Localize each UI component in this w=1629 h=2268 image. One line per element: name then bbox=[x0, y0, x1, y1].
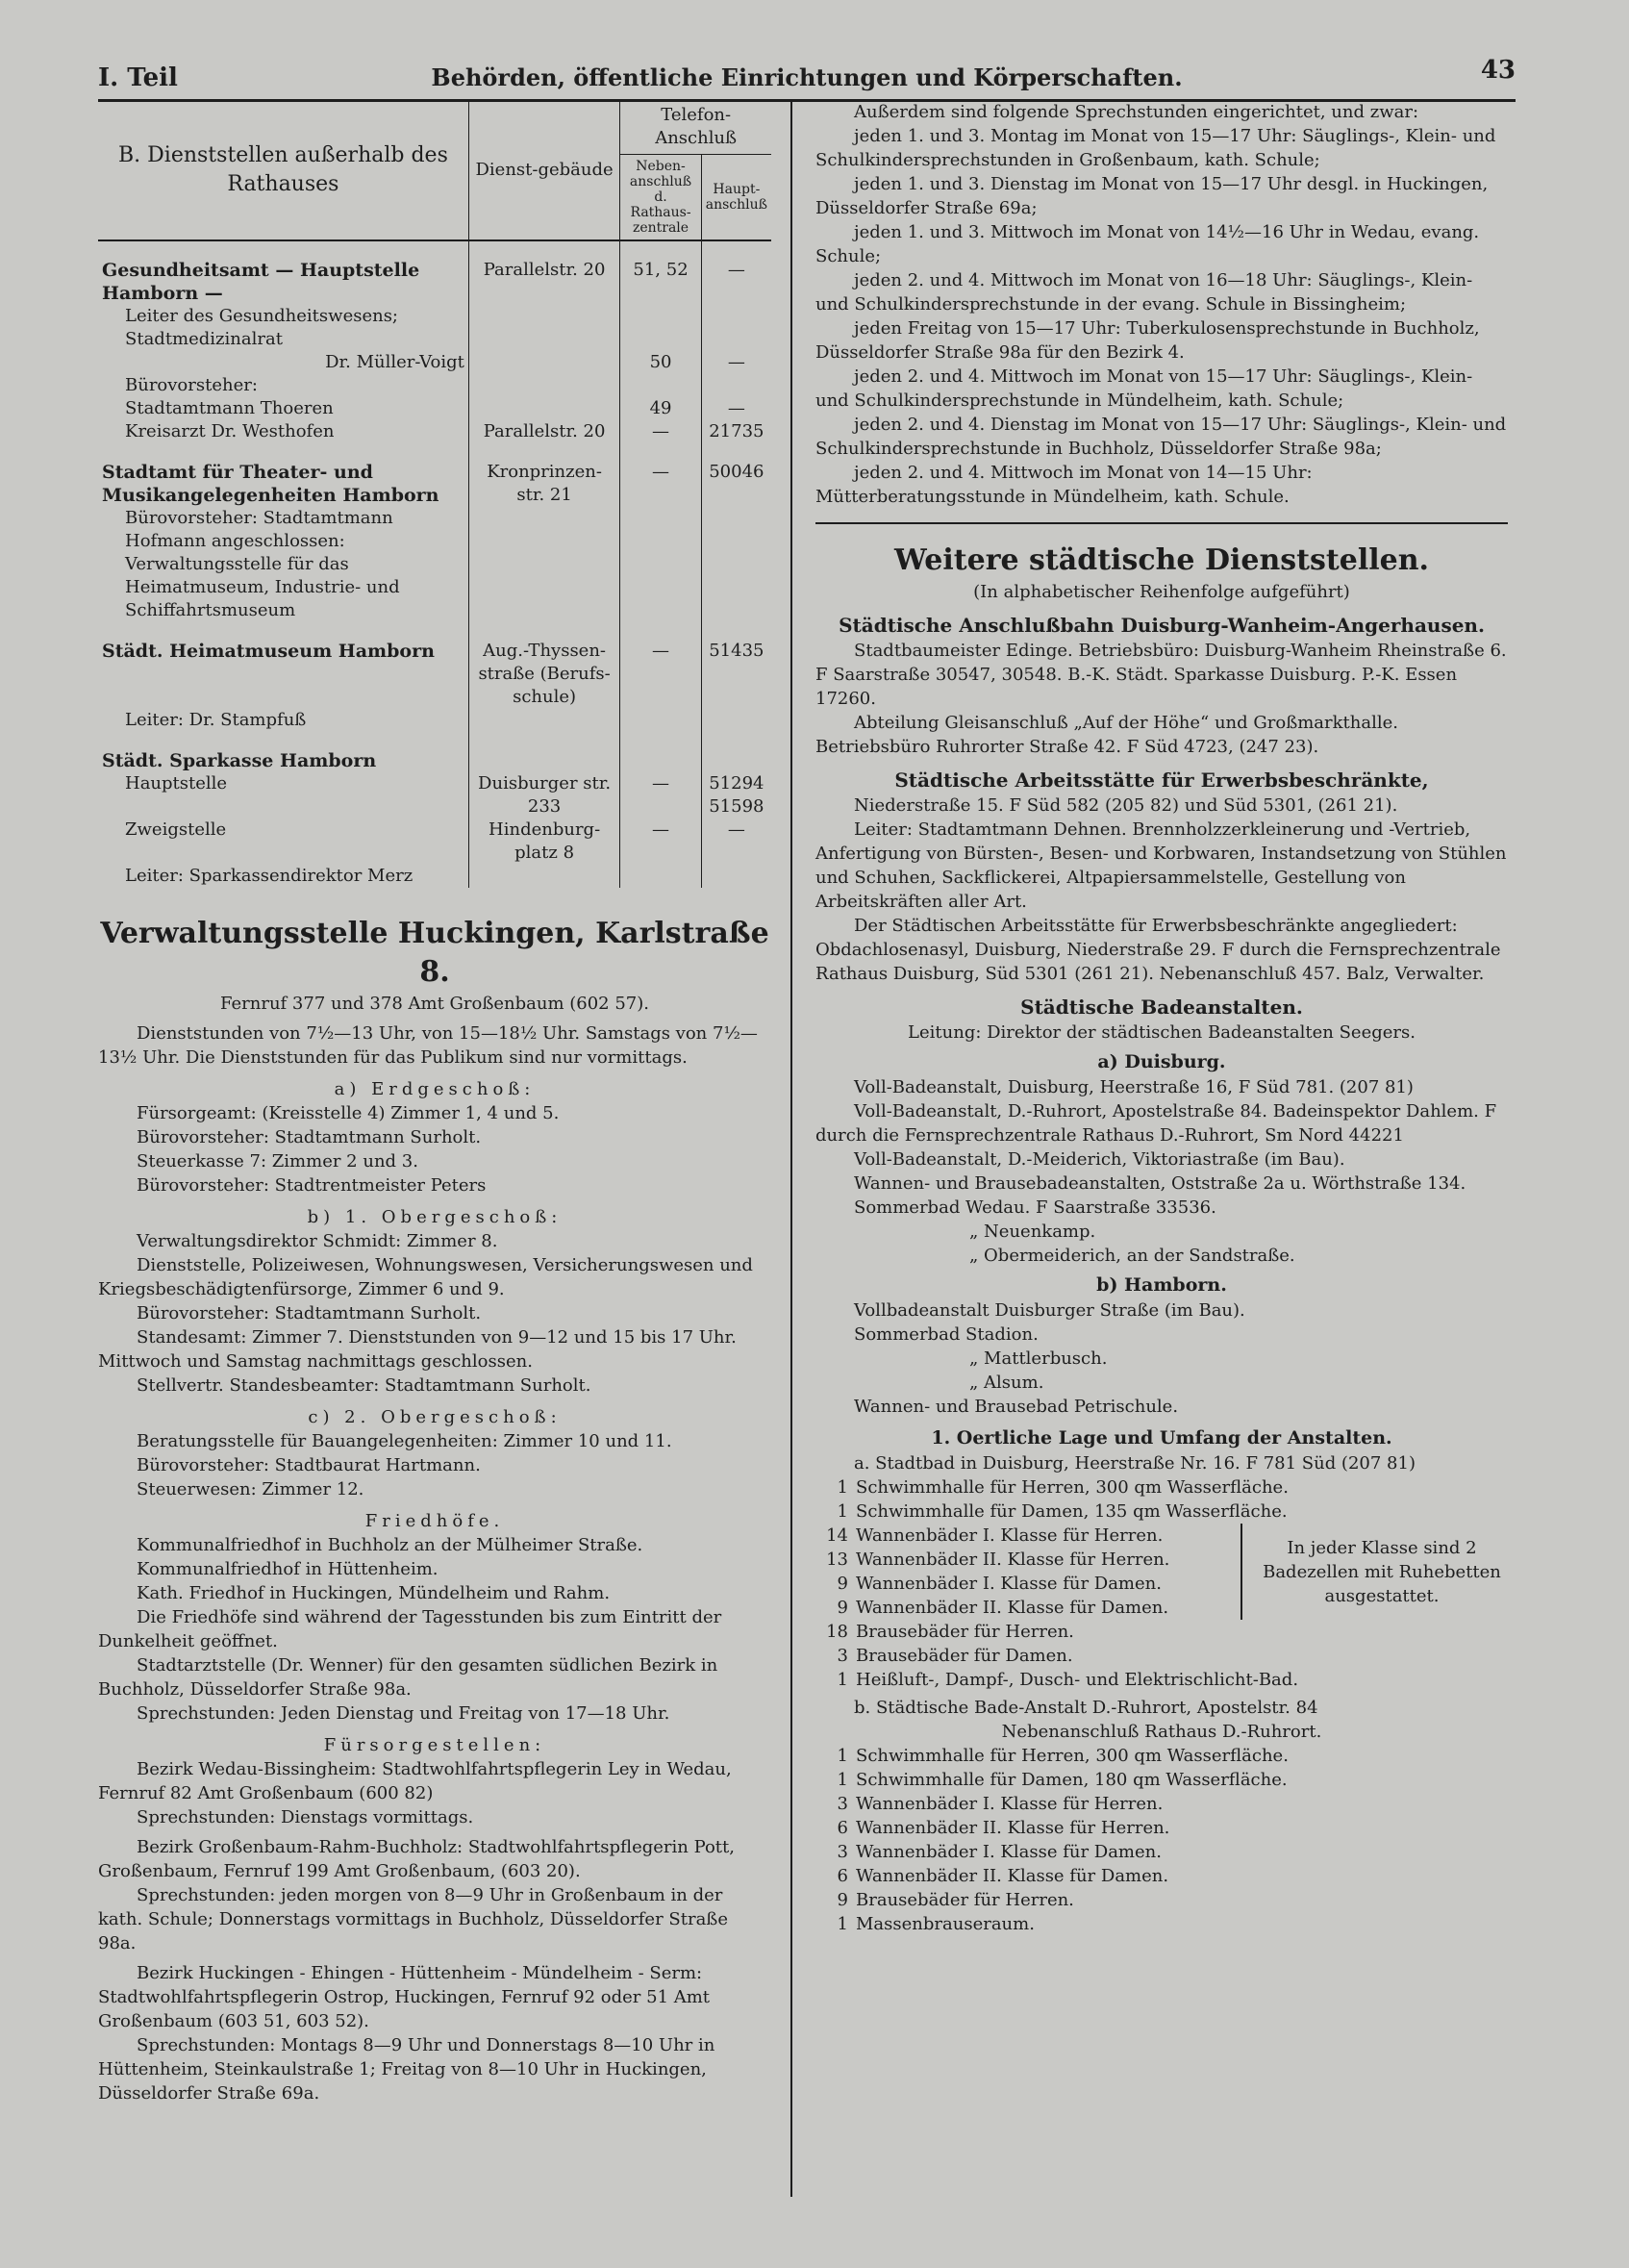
list-item: Dienststelle, Polizeiwesen, Wohnungswesen, Versicherungswesen und Kriegsbeschädigtenfürsorge, Zimmer 6 und 9. bbox=[98, 1255, 753, 1299]
huckingen-phone: Fernruf 377 und 378 Amt Großenbaum (602 57). bbox=[219, 994, 650, 1014]
list-item: Stadtarztstelle (Dr. Wenner) für den gesamten südlichen Bezirk in Buchholz, Düsseldorfer Straße 98a. bbox=[98, 1655, 718, 1700]
left-column bbox=[98, 100, 771, 2105]
list-item: Vollbadeanstalt Duisburger Straße (im Bau). bbox=[854, 1300, 1245, 1321]
list-item: Bezirk Großenbaum-Rahm-Buchholz: Stadtwohlfahrtspflegerin Pott, Großenbaum, Fernruf 199 Amt Großenbaum, (603 20). bbox=[98, 1837, 735, 1881]
list-item: Voll-Badeanstalt, Duisburg, Heerstraße 16, F Süd 781. (207 81) bbox=[854, 1077, 1414, 1097]
table-row: 3 Wannenbäder I. Klasse für Herren. bbox=[837, 1794, 1164, 1814]
list-item: Sprechstunden: Dienstags vormittags. bbox=[137, 1807, 474, 1827]
list-item: Voll-Badeanstalt, D.-Meiderich, Viktoriastraße (im Bau). bbox=[854, 1149, 1345, 1170]
list-item: jeden Freitag von 15—17 Uhr: Tuberkulosensprechstunde in Buchholz, Düsseldorfer Straße 98a für den Bezirk 4. bbox=[815, 318, 1480, 363]
list-item: Bürovorsteher: Stadtrentmeister Peters bbox=[137, 1175, 487, 1196]
list-item: Wannen- und Brausebadeanstalten, Oststraße 2a u. Wörthstraße 134. bbox=[854, 1173, 1466, 1194]
table-row: 9 Brausebäder für Herren. bbox=[837, 1890, 1074, 1910]
bath-b-sub: Nebenanschluß Rathaus D.-Ruhrort. bbox=[1001, 1722, 1322, 1742]
table-row: Gesundheitsamt — Hauptstelle Hamborn — Parallelstr. 20 51, 52 — bbox=[98, 240, 771, 305]
running-title: Behörden, öffentliche Einrichtungen und Körperschaften. bbox=[431, 63, 1183, 91]
list-item: jeden 2. und 4. Mittwoch im Monat von 16—18 Uhr: Säuglings-, Klein- und Schulkindersprechstunde in der evang. Schule in Bissingheim; bbox=[815, 270, 1473, 315]
list-item: Sommerbad Stadion. bbox=[854, 1324, 1039, 1345]
table-row: Zweigstelle Hindenburg-platz 8 — — bbox=[98, 819, 771, 865]
welfare-heading: Fürsorgestellen: bbox=[323, 1735, 546, 1755]
list-item: Abteilung Gleisanschluß „Auf der Höhe“ und Großmarkthalle. Betriebsbüro Ruhrorter Straße 42. F Süd 4723, (247 23). bbox=[815, 713, 1398, 757]
table-row: Leiter: Sparkassendirektor Merz bbox=[98, 865, 771, 888]
list-item: Kommunalfriedhof in Buchholz an der Mülheimer Straße. bbox=[137, 1535, 643, 1555]
list-item: jeden 2. und 4. Mittwoch im Monat von 15—17 Uhr: Säuglings-, Klein- und Schulkindersprechstunde in Mündelheim, kath. Schule; bbox=[815, 366, 1473, 411]
table-row: Leiter: Dr. Stampfuß bbox=[98, 709, 771, 732]
list-item: Steuerkasse 7: Zimmer 2 und 3. bbox=[137, 1151, 418, 1172]
workshop-heading: Städtische Arbeitsstätte für Erwerbsbeschränkte, bbox=[894, 769, 1429, 792]
consultation-intro: Außerdem sind folgende Sprechstunden eingerichtet, und zwar: bbox=[854, 102, 1419, 122]
list-item: Fürsorgeamt: (Kreisstelle 4) Zimmer 1, 4 und 5. bbox=[137, 1103, 560, 1123]
list-item: Sprechstunden: jeden morgen von 8—9 Uhr in Großenbaum in der kath. Schule; Donnerstags vormittags in Buchholz, Düsseldorfer Straße 98a. bbox=[98, 1885, 728, 1953]
railway-heading: Städtische Anschlußbahn Duisburg-Wanheim-Angerhausen. bbox=[839, 614, 1485, 637]
section-rule bbox=[815, 522, 1508, 524]
table-row: Bürovorsteher: Stadtamtmann Hofmann angeschlossen: Verwaltungsstelle für das Heimatmuseum, Industrie- und Schiffahrtsmuseum bbox=[98, 507, 771, 622]
hamborn-heading: b) Hamborn. bbox=[1096, 1274, 1227, 1296]
table-row: 3 Brausebäder für Damen. bbox=[837, 1646, 1073, 1666]
list-item: Sprechstunden: Jeden Dienstag und Freitag von 17—18 Uhr. bbox=[137, 1703, 670, 1724]
cemeteries-heading: Friedhöfe. bbox=[364, 1511, 505, 1531]
list-item: Bezirk Huckingen - Ehingen - Hüttenheim - Mündelheim - Serm: Stadtwohlfahrtspflegerin Ostrop, Huckingen, Fernruf 92 oder 51 Amt Großenbaum (603 51, 603 52). bbox=[98, 1963, 711, 2031]
table-row: Kreisarzt Dr. Westhofen Parallelstr. 20 — 21735 bbox=[98, 420, 771, 443]
bath-a-table bbox=[815, 1475, 1508, 1692]
table-row: Hauptstelle Duisburger str. 233 — 51294 51598 bbox=[98, 772, 771, 819]
huckingen-heading: Verwaltungsstelle Huckingen, Karlstraße 8. bbox=[100, 917, 769, 989]
list-item: „ Obermeiderich, an der Sandstraße. bbox=[969, 1246, 1295, 1266]
list-item: Beratungsstelle für Bauangelegenheiten: Zimmer 10 und 11. bbox=[137, 1431, 672, 1451]
page-number: 43 bbox=[1480, 56, 1516, 85]
table-row: Dr. Müller-Voigt 50 — bbox=[98, 351, 771, 374]
table-row: 1 Schwimmhalle für Herren, 300 qm Wasserfläche. bbox=[837, 1746, 1289, 1766]
table-row: Städt. Sparkasse Hamborn bbox=[98, 732, 771, 772]
list-item: jeden 2. und 4. Mittwoch im Monat von 14—15 Uhr: Mütterberatungsstunde in Mündelheim, kath. Schule. bbox=[815, 463, 1313, 507]
list-item: Kath. Friedhof in Huckingen, Mündelheim und Rahm. bbox=[137, 1583, 611, 1603]
list-item: Stadtbaumeister Edinge. Betriebsbüro: Duisburg-Wanheim Rheinstraße 6. F Saarstraße 30547, 30548. B.-K. Städt. Sparkasse Duisburg. P.-K. Essen 17260. bbox=[815, 641, 1507, 709]
further-heading: Weitere städtische Dienststellen. bbox=[894, 543, 1429, 577]
location-heading: 1. Oertliche Lage und Umfang der Anstalten. bbox=[931, 1427, 1392, 1449]
list-item: Der Städtischen Arbeitsstätte für Erwerbsbeschränkte angegliedert: Obdachlosenasyl, Duisburg, Niederstraße 29. F durch die Fernsprechzentrale Rathaus Duisburg, Süd 5301 (261 21). Nebenanschluß 457. Balz, Verwalter. bbox=[815, 916, 1501, 984]
column-divider bbox=[790, 100, 792, 2197]
list-item: Sommerbad Wedau. F Saarstraße 33536. bbox=[854, 1197, 1216, 1218]
list-item: jeden 2. und 4. Dienstag im Monat von 15—17 Uhr: Säuglings-, Klein- und Schulkindersprechstunde in Buchholz, Düsseldorfer Straße 98a; bbox=[815, 415, 1507, 459]
table-row: 1 Schwimmhalle für Damen, 180 qm Wasserfläche. bbox=[837, 1770, 1288, 1790]
list-item: Bürovorsteher: Stadtamtmann Surholt. bbox=[137, 1127, 482, 1147]
table-row: 13 Wannenbäder II. Klasse für Herren. bbox=[826, 1550, 1170, 1570]
table-row: 3 Wannenbäder I. Klasse für Damen. bbox=[837, 1842, 1162, 1862]
part-label: I. Teil bbox=[98, 63, 178, 92]
table-row: 9 Wannenbäder I. Klasse für Damen. bbox=[837, 1574, 1162, 1594]
list-item: „ Alsum. bbox=[969, 1373, 1044, 1393]
floor-a-heading: a) Erdgeschoß: bbox=[334, 1079, 536, 1099]
table-row: 6 Wannenbäder II. Klasse für Herren. bbox=[837, 1818, 1170, 1838]
baths-heading: Städtische Badeanstalten. bbox=[1020, 995, 1303, 1019]
floor-b-heading: b) 1. Obergeschoß: bbox=[307, 1207, 563, 1227]
list-item: „ Neuenkamp. bbox=[969, 1222, 1096, 1242]
table-row: 18 Brausebäder für Herren. bbox=[826, 1622, 1074, 1642]
list-item: Wannen- und Brausebad Petrischule. bbox=[854, 1397, 1179, 1417]
list-item: „ Mattlerbusch. bbox=[969, 1348, 1108, 1369]
table-row: Leiter des Gesundheitswesens; Stadtmedizinalrat bbox=[98, 305, 771, 351]
bath-b-table bbox=[815, 1744, 1508, 1936]
table-row: Städt. Heimatmuseum Hamborn Aug.-Thyssen-straße (Berufs-schule) — 51435 bbox=[98, 622, 771, 709]
further-subheading: (In alphabetischer Reihenfolge aufgeführt) bbox=[973, 582, 1350, 602]
table-row: Stadtamt für Theater- und Musikangelegenheiten Hamborn Kronprinzen-str. 21 — 50046 bbox=[98, 443, 771, 507]
list-item: Voll-Badeanstalt, D.-Ruhrort, Apostelstraße 84. Badeinspektor Dahlem. F durch die Fernsprechzentrale Rathaus D.-Ruhrort, Sm Nord 44221 bbox=[815, 1101, 1497, 1146]
list-item: Bezirk Wedau-Bissingheim: Stadtwohlfahrtspflegerin Ley in Wedau, Fernruf 82 Amt Großenbaum (600 82) bbox=[98, 1759, 732, 1803]
table-row: 1 Schwimmhalle für Herren, 300 qm Wasserfläche. bbox=[837, 1477, 1289, 1498]
list-item: Bürovorsteher: Stadtbaurat Hartmann. bbox=[137, 1455, 481, 1475]
table-row: 1 Massenbrauseraum. bbox=[837, 1914, 1035, 1934]
list-item: Standesamt: Zimmer 7. Dienststunden von 9—12 und 15 bis 17 Uhr. Mittwoch und Samstag nachmittags geschlossen. bbox=[98, 1327, 737, 1372]
list-item: Steuerwesen: Zimmer 12. bbox=[137, 1479, 364, 1499]
col-header-phone: Telefon-Anschluß bbox=[620, 100, 771, 155]
table-row: 1 Schwimmhalle für Damen, 135 qm Wasserfläche. bbox=[837, 1501, 1288, 1522]
list-item: Verwaltungsdirektor Schmidt: Zimmer 8. bbox=[137, 1231, 498, 1251]
offices-table bbox=[98, 100, 771, 888]
list-item: Kommunalfriedhof in Hüttenheim. bbox=[137, 1559, 439, 1579]
table-row: Stadtamtmann Thoeren 49 — bbox=[98, 397, 771, 420]
table-row: 9 Wannenbäder II. Klasse für Damen. bbox=[837, 1598, 1169, 1618]
list-item: Sprechstunden: Montags 8—9 Uhr und Donnerstags 8—10 Uhr in Hüttenheim, Steinkaulstraße 1; Freitag von 8—10 Uhr in Huckingen, Düsseldorfer Straße 69a. bbox=[98, 2035, 715, 2104]
list-item: jeden 1. und 3. Dienstag im Monat von 15—17 Uhr desgl. in Huckingen, Düsseldorfer Straße 69a; bbox=[815, 174, 1489, 218]
duisburg-heading: a) Duisburg. bbox=[1097, 1051, 1226, 1072]
col-header-extension: Neben-anschluß d. Rathaus-zentrale bbox=[620, 155, 701, 241]
bath-b-title: b. Städtische Bade-Anstalt D.-Ruhrort, Apostelstr. 84 bbox=[854, 1698, 1318, 1718]
list-item: Niederstraße 15. F Süd 582 (205 82) und Süd 5301, (261 21). bbox=[854, 795, 1398, 816]
col-header-main-line: Haupt-anschluß bbox=[701, 155, 771, 241]
bath-a-note: In jeder Klasse sind 2 Badezellen mit Ruhebetten ausgestattet. bbox=[1241, 1524, 1508, 1620]
table-row: Bürovorsteher: bbox=[98, 374, 771, 397]
right-column bbox=[815, 100, 1508, 1936]
bath-a-title: a. Stadtbad in Duisburg, Heerstraße Nr. 16. F 781 Süd (207 81) bbox=[854, 1453, 1416, 1474]
table-row: 6 Wannenbäder II. Klasse für Damen. bbox=[837, 1866, 1169, 1886]
list-item: Bürovorsteher: Stadtamtmann Surholt. bbox=[137, 1303, 482, 1323]
table-row: 1 Heißluft-, Dampf-, Dusch- und Elektrischlicht-Bad. bbox=[837, 1670, 1299, 1690]
col-header-section: B. Dienststellen außerhalb des Rathauses bbox=[98, 100, 468, 240]
baths-leader: Leitung: Direktor der städtischen Badeanstalten Seegers. bbox=[908, 1022, 1416, 1043]
table-row: 14 Wannenbäder I. Klasse für Herren. In jeder Klasse sind 2 Badezellen mit Ruhebetten ausgestattet. bbox=[815, 1524, 1508, 1548]
page-header bbox=[98, 56, 1516, 102]
col-header-building: Dienst-gebäude bbox=[468, 100, 619, 240]
list-item: Die Friedhöfe sind während der Tagesstunden bis zum Eintritt der Dunkelheit geöffnet. bbox=[98, 1607, 722, 1651]
list-item: Leiter: Stadtamtmann Dehnen. Brennholzzerkleinerung und -Vertrieb, Anfertigung von Bürsten-, Besen- und Korbwaren, Instandsetzung von Stühlen und Schuhen, Sackflickerei, Altpapiersammelstelle, Gestellung von Arbeitskräften aller Art. bbox=[815, 819, 1507, 912]
list-item: Stellvertr. Standesbeamter: Stadtamtmann Surholt. bbox=[137, 1375, 591, 1396]
huckingen-hours: Dienststunden von 7½—13 Uhr, von 15—18½ Uhr. Samstags von 7½—13½ Uhr. Die Dienststunden für das Publikum sind nur vormittags. bbox=[98, 1023, 758, 1068]
list-item: jeden 1. und 3. Mittwoch im Monat von 14½—16 Uhr in Wedau, evang. Schule; bbox=[815, 222, 1480, 266]
floor-c-heading: c) 2. Obergeschoß: bbox=[308, 1407, 562, 1427]
list-item: jeden 1. und 3. Montag im Monat von 15—17 Uhr: Säuglings-, Klein- und Schulkindersprechstunden in Großenbaum, kath. Schule; bbox=[815, 126, 1496, 170]
